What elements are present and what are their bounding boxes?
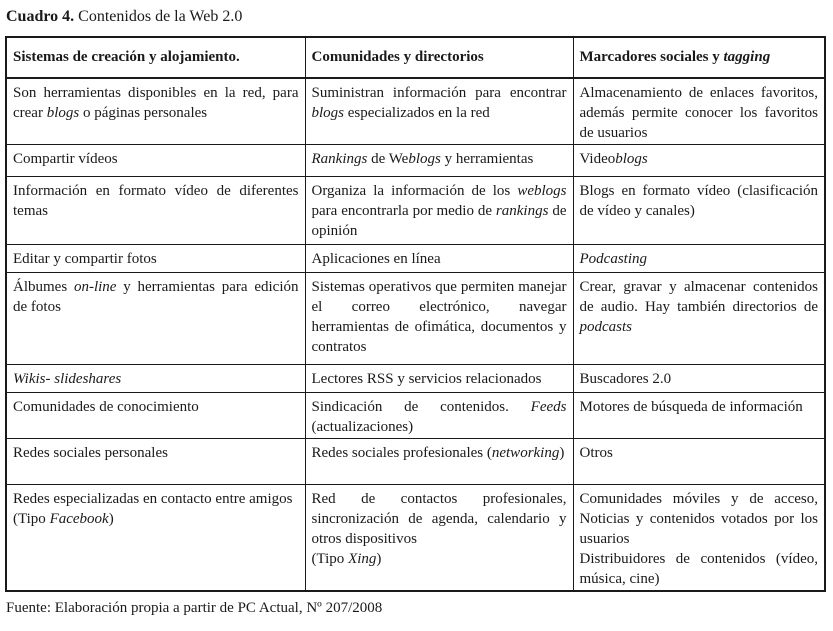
cell-text: Lectores RSS y servicios relacionados	[311, 371, 542, 387]
table-cell	[305, 145, 573, 177]
cell-text: Redes sociales personales	[13, 445, 168, 461]
cell-text: Blogs en formato vídeo (clasificación de vídeo y canales)	[579, 183, 818, 219]
table-cell	[6, 273, 305, 365]
cell-text: Álbumes on-line y herramientas para edición de fotos	[13, 279, 299, 315]
header-communities-directories: Comunidades y directorios	[305, 37, 573, 78]
table-cell	[305, 78, 573, 145]
cell-text: Otros	[579, 445, 613, 461]
table-cell	[6, 485, 305, 592]
table-cell	[305, 365, 573, 393]
header-social-bookmarks: Marcadores sociales y tagging	[573, 37, 825, 78]
cell-text: Red de contactos profesionales, sincronización de agenda, calendario y otros dispositivos (Tipo Xing)	[311, 491, 567, 567]
table-cell	[305, 485, 573, 592]
table-cell	[6, 145, 305, 177]
cell-text: Comunidades móviles y de acceso, Noticias y contenidos votados por los usuarios Distribuidores de contenidos (vídeo, música, cine)	[579, 491, 818, 587]
table-cell	[6, 245, 305, 273]
table-cell	[573, 177, 825, 245]
table-cell	[573, 78, 825, 145]
table-row	[6, 439, 825, 485]
cell-text: Crear, gravar y almacenar contenidos de audio. Hay también directorios de podcasts	[579, 279, 818, 335]
cell-text: Compartir vídeos	[13, 151, 118, 167]
table-row	[6, 177, 825, 245]
cell-text: Rankings de Weblogs y herramientas	[311, 151, 534, 167]
table-row	[6, 393, 825, 439]
cell-text: Redes especializadas en contacto entre amigos (Tipo Facebook)	[13, 491, 293, 527]
table-cell	[305, 245, 573, 273]
table-cell	[305, 393, 573, 439]
cell-text: Almacenamiento de enlaces favoritos, además permite conocer los favoritos de usuarios	[579, 85, 818, 141]
cell-text: Editar y compartir fotos	[13, 251, 157, 267]
cell-text: Sistemas operativos que permiten manejar el correo electrónico, navegar herramientas de ofimática, documentos y contratos	[311, 279, 567, 355]
table-row	[6, 273, 825, 365]
table-cell	[573, 439, 825, 485]
table-row	[6, 365, 825, 393]
table-cell	[573, 273, 825, 365]
table-cell	[305, 439, 573, 485]
cell-text: Videoblogs	[579, 151, 648, 167]
table-cell	[573, 245, 825, 273]
cell-text: Podcasting	[579, 251, 647, 267]
header-creation-systems: Sistemas de creación y alojamiento.	[6, 37, 305, 78]
cell-text: Buscadores 2.0	[579, 371, 672, 387]
table-cell	[6, 177, 305, 245]
caption-label: Cuadro 4.	[6, 8, 75, 25]
table-row	[6, 485, 825, 592]
cell-text: Suministran información para encontrar blogs especializados en la red	[311, 85, 567, 121]
table-cell	[573, 365, 825, 393]
table-row	[6, 245, 825, 273]
table-row	[6, 78, 825, 145]
table-cell	[305, 177, 573, 245]
cell-text: Son herramientas disponibles en la red, para crear blogs o páginas personales	[13, 85, 299, 121]
cell-text: Información en formato vídeo de diferentes temas	[13, 183, 299, 219]
cell-text: Organiza la información de los weblogs para encontrarla por medio de rankings de opinión	[311, 183, 567, 239]
table-header-row	[6, 37, 825, 78]
table-cell	[6, 365, 305, 393]
caption-title: Contenidos de la Web 2.0	[74, 8, 243, 25]
cell-text: Redes sociales profesionales (networking)	[311, 445, 565, 461]
table-cell	[6, 393, 305, 439]
table-cell	[305, 273, 573, 365]
table-caption	[6, 6, 242, 28]
cell-text: Wikis- slideshares	[13, 371, 122, 387]
table-row	[6, 145, 825, 177]
table-cell	[6, 439, 305, 485]
web20-contents-table	[5, 36, 826, 592]
table-cell	[573, 145, 825, 177]
table-cell	[6, 78, 305, 145]
cell-text: Comunidades de conocimiento	[13, 399, 199, 415]
source-note: Fuente: Elaboración propia a partir de PC Actual, Nº 207/2008	[6, 600, 383, 616]
cell-text: Motores de búsqueda de información	[579, 399, 803, 415]
cell-text: Aplicaciones en línea	[311, 251, 441, 267]
cell-text: Sindicación de contenidos. Feeds (actualizaciones)	[311, 399, 567, 435]
table-cell	[573, 485, 825, 592]
table-cell	[573, 393, 825, 439]
